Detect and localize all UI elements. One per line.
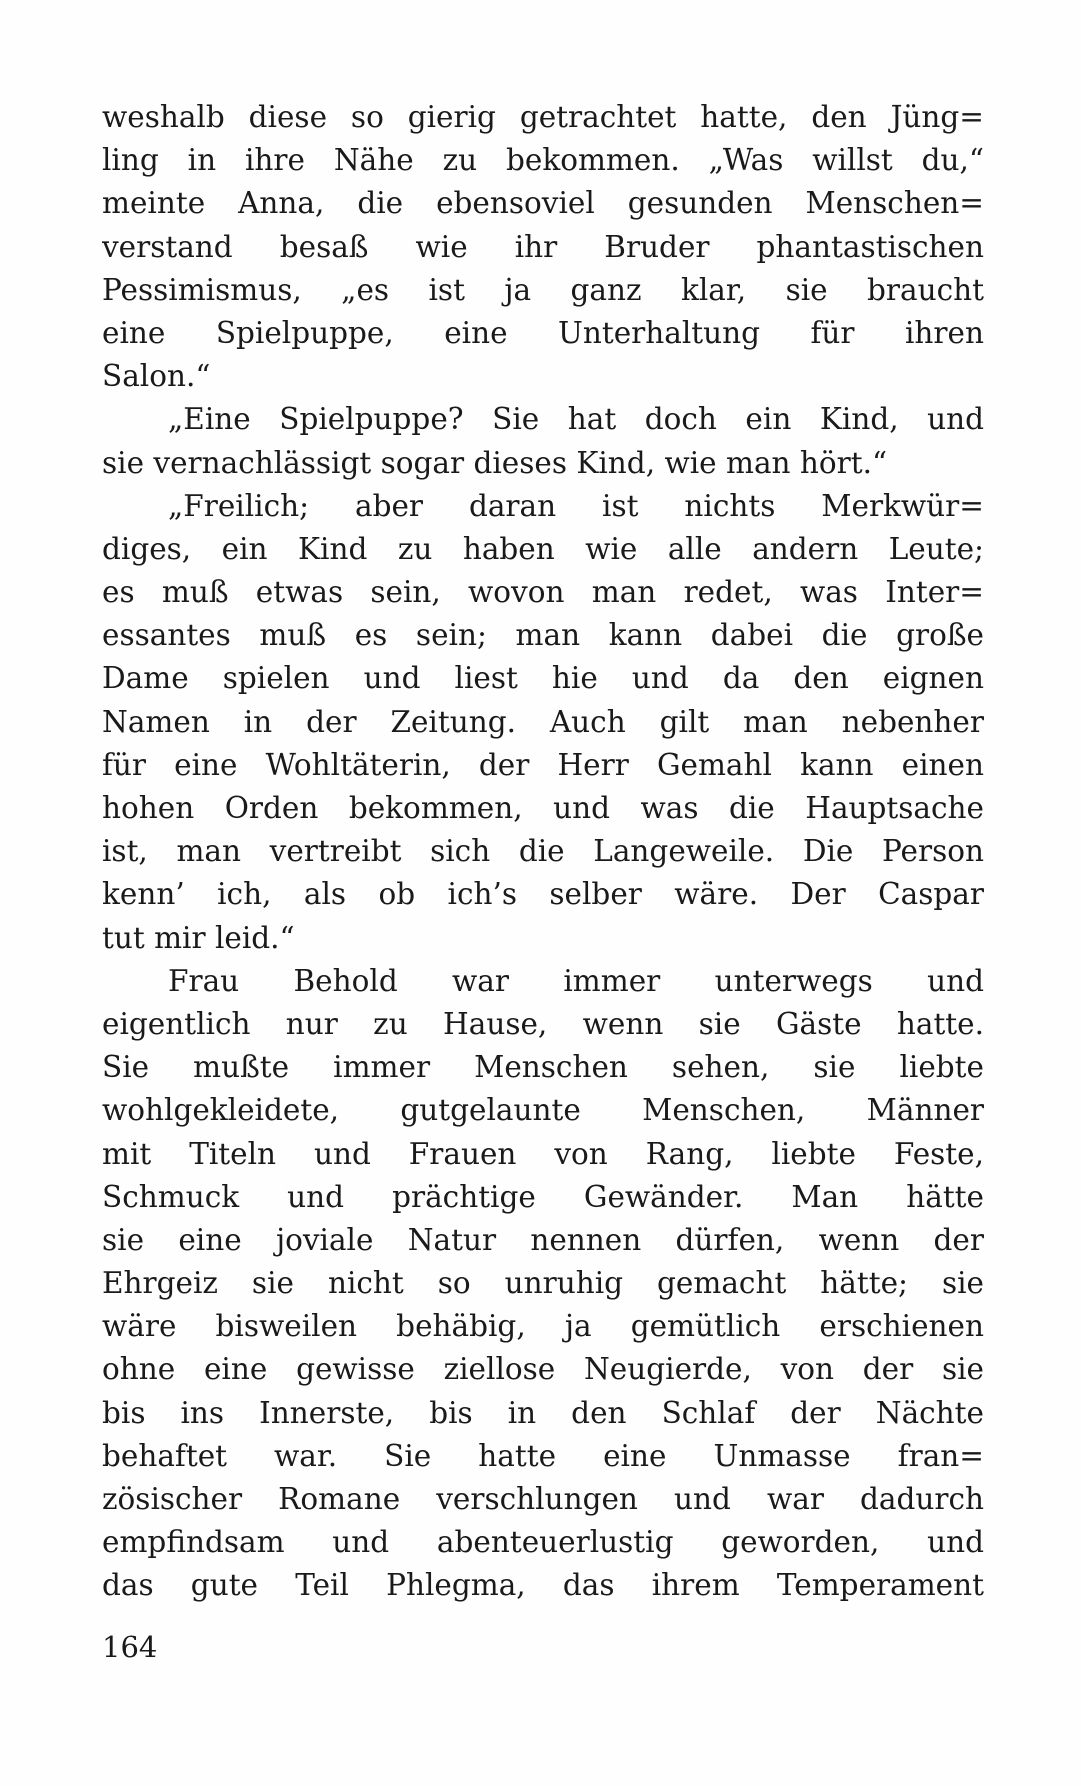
text-line: ist, man vertreibt sich die Langeweile. Die Person: [102, 834, 984, 869]
text-line: kenn’ ich, als ob ich’s selber wäre. Der Caspar: [102, 877, 984, 912]
text-line: tut mir leid.“: [102, 920, 295, 955]
text-line: behaftet war. Sie hatte eine Unmasse fran=: [102, 1438, 984, 1473]
text-line: empfindsam und abenteuerlustig geworden, und: [102, 1525, 984, 1560]
text-line: Ehrgeiz sie nicht so unruhig gemacht hätte; sie: [102, 1266, 984, 1301]
text-line: eigentlich nur zu Hause, wenn sie Gäste hatte.: [102, 1006, 984, 1041]
text-line: Schmuck und prächtige Gewänder. Man hätte: [102, 1179, 984, 1214]
text-line: eine Spielpuppe, eine Unterhaltung für ihren: [102, 315, 984, 350]
text-line: sie eine joviale Natur nennen dürfen, wenn der: [102, 1222, 984, 1257]
text-line: wäre bisweilen behäbig, ja gemütlich erschienen: [102, 1309, 984, 1344]
text-line: verstand besaß wie ihr Bruder phantastischen: [102, 229, 984, 264]
text-line: ohne eine gewisse ziellose Neugierde, von der sie: [102, 1352, 984, 1387]
text-line: sie vernachlässigt sogar dieses Kind, wie man hört.“: [102, 445, 888, 480]
text-line: „Eine Spielpuppe? Sie hat doch ein Kind, und: [168, 402, 984, 437]
text-line: bis ins Innerste, bis in den Schlaf der Nächte: [102, 1395, 984, 1430]
body-text: [102, 96, 984, 1608]
text-line: Namen in der Zeitung. Auch gilt man nebenher: [102, 704, 984, 739]
text-line: meinte Anna, die ebensoviel gesunden Menschen=: [102, 186, 984, 221]
text-line: es muß etwas sein, wovon man redet, was Inter=: [102, 575, 984, 610]
text-line: Frau Behold war immer unterwegs und: [168, 963, 984, 998]
text-line: diges, ein Kind zu haben wie alle andern Leute;: [102, 531, 984, 566]
text-line: weshalb diese so gierig getrachtet hatte, den Jüng=: [102, 100, 984, 134]
text-line: Salon.“: [102, 359, 211, 394]
text-line: wohlgekleidete, gutgelaunte Menschen, Männer: [102, 1093, 984, 1128]
text-line: zösischer Romane verschlungen und war dadurch: [102, 1482, 984, 1516]
text-line: Dame spielen und liest hie und da den eignen: [102, 661, 984, 696]
text-line: das gute Teil Phlegma, das ihrem Temperament: [102, 1568, 984, 1603]
text-line: ling in ihre Nähe zu bekommen. „Was willst du,“: [102, 143, 984, 178]
text-line: Sie mußte immer Menschen sehen, sie liebte: [102, 1050, 984, 1085]
text-line: Pessimismus, „es ist ja ganz klar, sie braucht: [102, 272, 984, 307]
page-number: 164: [102, 1630, 158, 1664]
text-line: essantes muß es sein; man kann dabei die große: [102, 618, 984, 653]
text-line: für eine Wohltäterin, der Herr Gemahl kann einen: [102, 747, 984, 782]
text-line: mit Titeln und Frauen von Rang, liebte Feste,: [102, 1136, 984, 1171]
text-line: „Freilich; aber daran ist nichts Merkwür=: [168, 488, 984, 523]
text-line: hohen Orden bekommen, und was die Hauptsache: [102, 791, 984, 825]
